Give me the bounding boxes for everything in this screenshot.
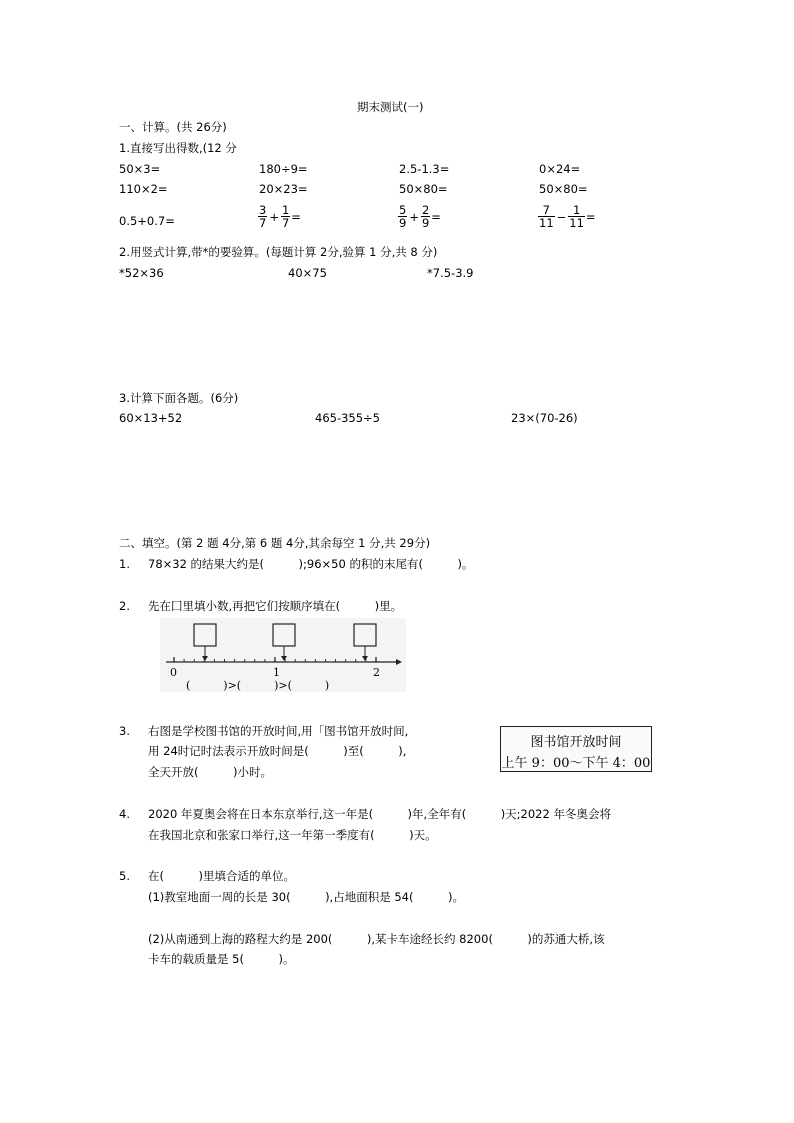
number-line-figure: [160, 618, 406, 692]
question-subline: 卡车的载质量是 5( )。: [148, 952, 295, 966]
q2-item: 40×75: [288, 266, 327, 280]
q3-item: 23×(70-26): [511, 411, 578, 425]
arrow-head: [362, 656, 368, 661]
denominator: 7: [281, 216, 290, 231]
sign-title: 图书馆开放时间: [530, 735, 622, 750]
q3-item: 60×13+52: [119, 411, 183, 425]
q1-item: 0.5+0.7=: [119, 214, 175, 228]
question-subline: (1)教室地面一周的长是 30( ),占地面积是 54( )。: [148, 890, 464, 904]
compare-blanks: ( )>( )>( ): [186, 679, 330, 692]
question-text: 78×32 的结果大约是( );96×50 的积的末尾有( )。: [148, 557, 474, 571]
q3-item: 465-355÷5: [315, 411, 381, 425]
q1-item: 180÷9=: [259, 162, 308, 176]
question-text: 先在囗里填小数,再把它们按顺序填在( )里。: [148, 599, 403, 613]
question-line: 在我国北京和张家口举行,这一年第一季度有( )天。: [148, 828, 437, 842]
answer-box: [194, 624, 216, 646]
question-subline: (2)从南通到上海的路程大约是 200( ),某卡车途经长约 8200( )的苏通大桥,该: [148, 932, 605, 946]
numerator: 7: [542, 203, 550, 217]
axis-label-0: 0: [170, 666, 177, 679]
question-number: 4.: [119, 807, 130, 821]
denominator: 11: [539, 216, 554, 231]
sign-time: 上午 9：00～下午 4：00: [501, 756, 651, 771]
operator: +: [269, 209, 279, 224]
q1-item: 50×80=: [399, 182, 448, 196]
library-hours-sign: [500, 726, 652, 772]
q1-item: 50×80=: [539, 182, 588, 196]
numerator: 1: [572, 203, 581, 217]
q3-heading: 3.计算下面各题。(6分): [119, 391, 239, 405]
denominator: 9: [399, 216, 407, 231]
answer-box: [354, 624, 376, 646]
question-line: 右图是学校图书馆的开放时间,用「图书馆开放时间,: [148, 724, 409, 738]
question-line: 2020 年夏奥会将在日本东京举行,这一年是( )年,全年有( )天;2022 年冬奥会将: [148, 807, 611, 821]
page-title: 期末测试(一): [357, 100, 424, 114]
q1-item: 50×3=: [119, 162, 161, 176]
fraction-expression: [397, 204, 441, 229]
number-line-svg: [160, 618, 406, 692]
question-line: 用 24时记时法表示开放时间是( )至( ),: [148, 744, 407, 758]
q2-heading: 2.用竖式计算,带*的要验算。(每题计算 2分,验算 1 分,共 8 分): [119, 245, 438, 259]
part1-heading: 一、计算。(共 26分): [119, 120, 227, 134]
arrow-head: [281, 656, 287, 661]
q1-item: 20×23=: [259, 182, 308, 196]
axis-label-1: 1: [273, 666, 280, 679]
operator: +: [409, 209, 419, 224]
question-line: 在( )里填合适的单位。: [148, 869, 295, 883]
numerator: 2: [421, 203, 430, 217]
fraction-expression: [257, 204, 301, 229]
numerator: 5: [399, 203, 407, 217]
q2-item: *7.5-3.9: [427, 266, 474, 280]
q1-item: 0×24=: [539, 162, 581, 176]
arrow-head: [202, 656, 208, 661]
q1-item: 110×2=: [119, 182, 168, 196]
axis-label-2: 2: [373, 666, 380, 679]
question-line: 全天开放( )小时。: [148, 765, 272, 779]
part2-heading: 二、填空。(第 2 题 4分,第 6 题 4分,其余每空 1 分,共 29分): [119, 536, 431, 550]
denominator: 9: [421, 216, 430, 231]
numerator: 1: [281, 203, 290, 217]
numerator: 3: [259, 203, 267, 217]
equals-sign: =: [431, 209, 441, 224]
operator: −: [556, 209, 567, 224]
question-number: 1.: [119, 557, 130, 571]
question-number: 3.: [119, 724, 130, 738]
axis-arrow: [396, 659, 402, 665]
question-number: 2.: [119, 599, 130, 613]
q1-heading: 1.直接写出得数,(12 分: [119, 141, 237, 155]
fraction-expression: [537, 204, 596, 229]
equals-sign: =: [291, 209, 301, 224]
q2-item: *52×36: [119, 266, 164, 280]
denominator: 7: [259, 216, 267, 231]
answer-box: [273, 624, 295, 646]
equals-sign: =: [585, 209, 596, 224]
question-number: 5.: [119, 869, 130, 883]
q1-item: 2.5-1.3=: [399, 162, 450, 176]
denominator: 11: [569, 216, 584, 231]
